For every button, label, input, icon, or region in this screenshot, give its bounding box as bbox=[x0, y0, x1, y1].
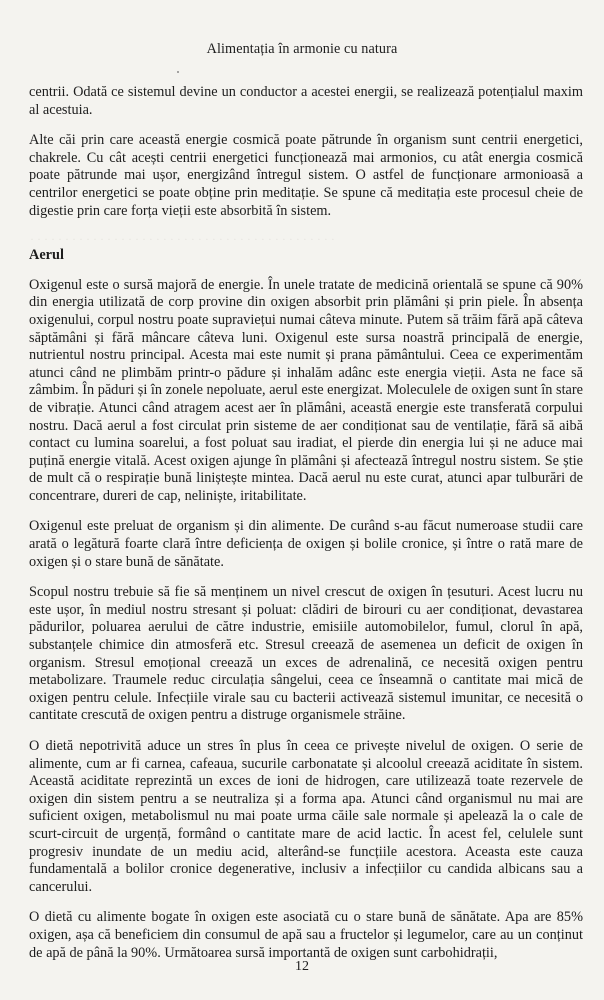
section-heading: Aerul bbox=[29, 247, 64, 264]
paragraph: Scopul nostru trebuie să fie să menținem un nivel crescut de oxigen în țesuturi. Acest lucru nu este ușor, în mediul nostru stresant și poluat: clădiri de birouri cu aer condiționat, devastarea pădurilor, poluarea aerului de către industrie, emisiile automobilelor, fumul, clorul în apă, substanțele chimice din atmosferă etc. Stresul creează de asemenea un deficit de oxigen în organism. Stresul emoțional creează un exces de adrenalină, ce necesită oxigen pentru metabolizare. Traumele reduc circulația sângelui, ceea ce înseamnă o cantitate mai mică de oxigen pentru celule. Infecțiile virale sau cu bacterii activează sistemul imunitar, ce necesită o cantitate crescută de oxigen pentru a distruge organismele străine. bbox=[29, 584, 583, 724]
paragraph: O dietă cu alimente bogate în oxigen este asociată cu o stare bună de sănătate. Apa are 85% oxigen, așa că beneficiem din consumul de apă sau a fructelor și legumelor, care au un conținut de apă de până la 90%. Următoarea sursă importantă de oxigen sunt carbohidrații, bbox=[29, 909, 583, 961]
speck bbox=[177, 71, 179, 73]
paragraph: Oxigenul este preluat de organism și din alimente. De curând s-au făcut numeroase studii care arată o legătură foarte clară între deficiența de oxigen și bolile cronice, și între o rată mare de oxigen și o stare bună de sănătate. bbox=[29, 518, 583, 570]
running-header: Alimentația în armonie cu natura bbox=[206, 41, 398, 57]
paragraph: O dietă nepotrivită aduce un stres în plus în ceea ce privește nivelul de oxigen. O serie de alimente, cum ar fi carnea, cafeaua, sucurile carbonatate și alcoolul creează aciditate în sistem. Această aciditate reprezintă un exces de ioni de hidrogen, care utilizează toate rezervele de oxigen din sistem pentru a se neutraliza și a forma apa. Atunci când organismul nu mai are suficient oxigen, metabolismul nu mai poate urma căile sale normale și apelează la o cale de scurt-circuit de urgență, formând o cantitate mare de acid lactic. În acest fel, celulele sunt progresiv inundate de un mediu acid, alterând-se funcțiile acestora. Aceasta este cauza fundamentală a bolilor cronice degenerative, inclusiv a infecțiilor cu candida albicans sau a cancerului. bbox=[29, 738, 583, 895]
paragraph: Oxigenul este o sursă majoră de energie. În unele tratate de medicină orientală se spune că 90% din energia utilizată de corp provine din oxigen absorbit prin plămâni și prin piele. În absența oxigenului, corpul nostru poate supraviețui numai câteva minute. Putem să trăim fără apă câteva săptămâni și fără mâncare câteva luni. Oxigenul este sursa noastră principală de energie, nutrientul nostru principal. Acesta mai este numit și prana pământului. Ceea ce experimentăm atunci când ne plimbăm printr-o pădure și inhalăm adânc este energia vieții. Asta ne face să zâmbim. În păduri și în zonele nepoluate, aerul este energizat. Moleculele de oxigen sunt în stare de vibrație. Atunci când atragem acest aer în plămâni, această energie este transferată corpului nostru. Dacă aerul a fost circulat prin sisteme de aer condiționat sau de ventilație, fără să aibă contact cu lumina soarelui, a fost poluat sau iradiat, el pierde din energia lui și ne aduce mai puțină energie vitală. Acest oxigen ajunge în plămâni și afectează întregul nostru sistem. Se știe de mult că o respirație bună liniștește mintea. Dacă aerul nu este curat, atunci apar tulburări de concentrare, dureri de cap, neliniște, iritabilitate. bbox=[29, 276, 583, 504]
paragraph: Alte căi prin care această energie cosmică poate pătrunde în organism sunt centrii energetici, chakrele. Cu cât acești centrii energetici funcționează mai armonios, cu atât energia cosmică poate pătrunde mai ușor, energizând întregul sistem. O astfel de funcționare armonioasă a centrilor energetici se poate obține prin meditație. Se spune că meditația este procesul cheie de digestie prin care forța vieții este absorbită în sistem. bbox=[29, 132, 583, 219]
page-body bbox=[29, 84, 583, 975]
paragraph: centrii. Odată ce sistemul devine un conductor a acestei energii, se realizează potențialul maxim al acestuia. bbox=[29, 84, 583, 118]
show-through-text: · · · · · · · · · · · · · · · · · · · · · · · · · · · · · · · · · · · · · · · · · · · · bbox=[30, 232, 335, 246]
page-number: 12 bbox=[295, 959, 309, 974]
